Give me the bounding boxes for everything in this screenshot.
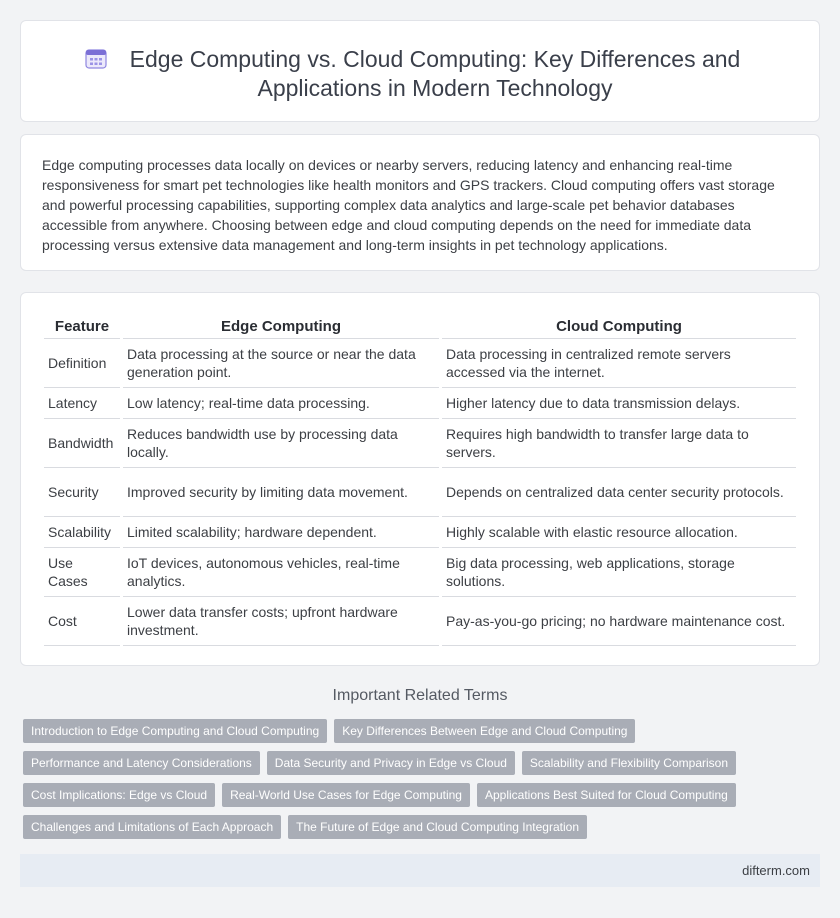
feature-cell: Scalability: [44, 517, 120, 548]
related-term-tag[interactable]: Performance and Latency Considerations: [23, 751, 260, 775]
page-title: Edge Computing vs. Cloud Computing: Key Differences and Applications in Modern Technology: [129, 46, 741, 101]
feature-cell: Use Cases: [44, 548, 120, 597]
related-term-tag[interactable]: Cost Implications: Edge vs Cloud: [23, 783, 215, 807]
related-term-tag[interactable]: The Future of Edge and Cloud Computing Integration: [288, 815, 587, 839]
related-term-tag[interactable]: Real-World Use Cases for Edge Computing: [222, 783, 470, 807]
intro-card: [20, 134, 820, 271]
header-edge-computing: Edge Computing: [123, 315, 439, 339]
edge-cell: Data processing at the source or near the data generation point.: [123, 339, 439, 388]
cloud-cell: Requires high bandwidth to transfer large data to servers.: [442, 419, 796, 468]
feature-cell: Bandwidth: [44, 419, 120, 468]
feature-cell: Definition: [44, 339, 120, 388]
related-term-tag[interactable]: Introduction to Edge Computing and Cloud Computing: [23, 719, 327, 743]
cloud-cell: Higher latency due to data transmission delays.: [442, 388, 796, 419]
feature-cell: Latency: [44, 388, 120, 419]
cloud-cell: Depends on centralized data center security protocols.: [442, 468, 796, 517]
cloud-cell: Pay-as-you-go pricing; no hardware maintenance cost.: [442, 597, 796, 646]
edge-cell: Low latency; real-time data processing.: [123, 388, 439, 419]
table-row: [44, 339, 796, 388]
title-card: [20, 20, 820, 122]
related-term-tag[interactable]: Data Security and Privacy in Edge vs Cloud: [267, 751, 515, 775]
table-row: [44, 419, 796, 468]
comparison-table-card: [20, 292, 820, 666]
edge-cell: Reduces bandwidth use by processing data locally.: [123, 419, 439, 468]
related-term-tag[interactable]: Challenges and Limitations of Each Approach: [23, 815, 281, 839]
related-terms-list: [23, 719, 823, 847]
table-row: [44, 548, 796, 597]
feature-cell: Cost: [44, 597, 120, 646]
header-cloud-computing: Cloud Computing: [442, 315, 796, 339]
table-row: [44, 517, 796, 548]
feature-cell: Security: [44, 468, 120, 517]
table-header-row: [44, 315, 796, 339]
edge-cell: Lower data transfer costs; upfront hardware investment.: [123, 597, 439, 646]
footer-site-link[interactable]: difterm.com: [742, 863, 810, 878]
footer-bar: [20, 854, 820, 887]
intro-paragraph: Edge computing processes data locally on devices or nearby servers, reducing latency and enhancing real-time responsiveness for smart pet technologies like health monitors and GPS trackers. Cloud computing offers vast storage and powerful processing capabilities, supporting complex data analytics and large-scale pet behavior databases accessible from anywhere. Choosing between edge and cloud computing depends on the need for immediate data processing versus extensive data management and long-term insights in pet technology applications.: [42, 157, 775, 253]
header-feature: Feature: [44, 315, 120, 339]
cloud-cell: Highly scalable with elastic resource allocation.: [442, 517, 796, 548]
related-term-tag[interactable]: Applications Best Suited for Cloud Computing: [477, 783, 736, 807]
table-row: [44, 388, 796, 419]
related-terms-heading: Important Related Terms: [332, 687, 508, 704]
edge-cell: Limited scalability; hardware dependent.: [123, 517, 439, 548]
comparison-table: [41, 315, 799, 646]
related-term-tag[interactable]: Scalability and Flexibility Comparison: [522, 751, 736, 775]
edge-cell: Improved security by limiting data movement.: [123, 468, 439, 517]
edge-cell: IoT devices, autonomous vehicles, real-time analytics.: [123, 548, 439, 597]
table-row: [44, 597, 796, 646]
table-row: [44, 468, 796, 517]
cloud-cell: Data processing in centralized remote servers accessed via the internet.: [442, 339, 796, 388]
cloud-cell: Big data processing, web applications, storage solutions.: [442, 548, 796, 597]
related-term-tag[interactable]: Key Differences Between Edge and Cloud Computing: [334, 719, 635, 743]
